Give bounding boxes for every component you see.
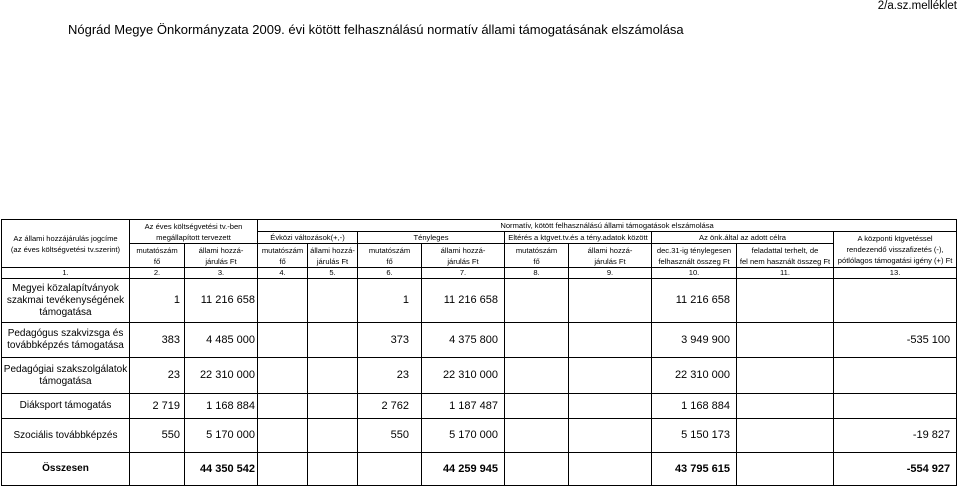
actual-amount-cell: 1 187 487 [422, 394, 505, 419]
difference-count-cell [505, 419, 569, 453]
planned-count-cell: 383 [130, 323, 185, 358]
header-line: mutatószám [368, 245, 411, 255]
change-amount-cell [308, 394, 358, 419]
difference-amount-cell [569, 279, 652, 323]
change-count-cell [258, 358, 308, 394]
header-entitlement-line: Az állami hozzájárulás jogcíme [13, 233, 118, 243]
header-settlement-group: Normatív, kötött felhasználású állami támogatások elszámolása [258, 220, 957, 232]
header-line: fő [386, 256, 393, 266]
header-budget-plan [130, 220, 258, 244]
planned-amount-cell: 5 170 000 [185, 419, 258, 453]
header-entitlement-line: (az éves költségvetési tv.szerint) [10, 244, 121, 254]
header-line: állami hozzá- [440, 245, 486, 255]
annex-label: 2/a.sz.melléklet [877, 0, 957, 12]
header-difference: Eltérés a ktgvet.tv.és a tény.adatok között [505, 232, 652, 244]
change-amount-cell [308, 279, 358, 323]
row-label [2, 323, 130, 358]
planned-count-cell: 23 [130, 358, 185, 394]
header-unused-amount [737, 244, 834, 268]
row-label [2, 279, 130, 323]
row-label-line: támogatása [39, 375, 92, 387]
actual-count-cell: 1 [358, 279, 422, 323]
row-label-line: Megyei közalapítványok [12, 282, 119, 294]
header-actual-count [358, 244, 422, 268]
row-label-line: Pedagógus szakvizsga és [7, 328, 124, 339]
change-count-cell [258, 279, 308, 323]
row-label [2, 419, 130, 453]
column-number: 9. [569, 268, 652, 279]
table-row [2, 394, 957, 419]
header-line: járulás Ft [205, 256, 237, 266]
difference-count-cell [505, 453, 569, 486]
actual-amount-cell: 4 375 800 [422, 323, 505, 358]
settlement-amount-total: -554 927 [834, 453, 957, 486]
column-number: 11. [737, 268, 834, 279]
used-amount-cell: 5 150 173 [652, 419, 737, 453]
planned-amount-cell: 11 216 658 [185, 279, 258, 323]
used-amount-cell: 3 949 900 [652, 323, 737, 358]
planned-count-cell: 550 [130, 419, 185, 453]
row-label [2, 394, 130, 419]
settlement-amount-cell [834, 358, 957, 394]
column-number: 10. [652, 268, 737, 279]
header-row [2, 220, 957, 232]
table-row [2, 358, 957, 394]
row-label-line: szakmai tevékenységének [6, 294, 125, 306]
difference-count-cell [505, 323, 569, 358]
header-budget-plan-line: Az éves költségvetési tv.-ben [144, 221, 243, 231]
header-planned-amount [185, 244, 258, 268]
difference-amount-cell [569, 419, 652, 453]
column-number: 5. [308, 268, 358, 279]
actual-count-cell: 23 [358, 358, 422, 394]
difference-count-cell [505, 279, 569, 323]
header-line: mutatószám [136, 245, 178, 255]
header-line: állami hozzá- [587, 245, 633, 255]
header-line: mutatószám [261, 245, 304, 255]
header-line: fő [279, 256, 286, 266]
table-row [2, 279, 957, 323]
difference-count-cell [505, 394, 569, 419]
row-label [2, 358, 130, 394]
header-local-use: Az önk.által az adott célra [652, 232, 834, 244]
change-amount-cell [308, 453, 358, 486]
header-central-settlement [834, 232, 957, 268]
column-number-row [2, 268, 957, 279]
planned-amount-cell: 1 168 884 [185, 394, 258, 419]
page-title: Nógrád Megye Önkormányzata 2009. évi kötött felhasználású normatív állami támogatásának elszámolása [68, 22, 684, 37]
change-amount-cell [308, 419, 358, 453]
header-line: fő [533, 256, 540, 266]
header-line: állami hozzá- [310, 245, 355, 255]
planned-count-cell: 1 [130, 279, 185, 323]
row-label-line: Diáksport támogatás [19, 400, 112, 411]
header-row [2, 244, 957, 268]
total-row [2, 453, 957, 486]
row-label-line: Szociális továbbképzés [13, 429, 118, 441]
settlement-amount-cell: -535 100 [834, 323, 957, 358]
column-number: 8. [505, 268, 569, 279]
settlement-amount-cell [834, 279, 957, 323]
row-label-line: továbbképzés támogatása [7, 340, 124, 351]
change-count-cell [258, 394, 308, 419]
actual-amount-cell: 11 216 658 [422, 279, 505, 323]
actual-count-cell [358, 453, 422, 486]
change-count-cell [258, 419, 308, 453]
settlement-amount-cell [834, 394, 957, 419]
used-amount-cell: 11 216 658 [652, 279, 737, 323]
header-midyear-changes: Évközi változások(+,-) [258, 232, 358, 244]
header-change-count [258, 244, 308, 268]
planned-amount-cell: 4 485 000 [185, 323, 258, 358]
difference-count-cell [505, 358, 569, 394]
header-change-amount [308, 244, 358, 268]
header-line: járulás Ft [594, 256, 626, 266]
column-number: 7. [422, 268, 505, 279]
column-number: 13. [834, 268, 957, 279]
header-used-amount [652, 244, 737, 268]
column-number: 4. [258, 268, 308, 279]
header-central-settlement-line: A központi ktgvetéssel [857, 234, 933, 243]
table-row [2, 419, 957, 453]
actual-amount-total: 44 259 945 [422, 453, 505, 486]
unused-amount-cell [737, 279, 834, 323]
actual-amount-cell: 5 170 000 [422, 419, 505, 453]
actual-count-cell: 2 762 [358, 394, 422, 419]
difference-amount-cell [569, 453, 652, 486]
header-entitlement [2, 220, 130, 268]
difference-amount-cell [569, 394, 652, 419]
change-amount-cell [308, 323, 358, 358]
planned-count-cell [130, 453, 185, 486]
row-label-line: Pedagógiai szakszolgálatok [3, 363, 128, 375]
total-label: Összesen [2, 453, 130, 486]
planned-amount-cell: 22 310 000 [185, 358, 258, 394]
unused-amount-cell [737, 358, 834, 394]
header-difference-amount [569, 244, 652, 268]
difference-amount-cell [569, 358, 652, 394]
header-line: járulás Ft [447, 256, 479, 266]
header-line: fel nem használt összeg Ft [739, 256, 831, 266]
header-difference-count [505, 244, 569, 268]
difference-amount-cell [569, 323, 652, 358]
header-actual-amount [422, 244, 505, 268]
change-amount-cell [308, 358, 358, 394]
unused-amount-cell [737, 419, 834, 453]
header-line: feladattal terhelt, de [751, 245, 819, 255]
used-amount-cell: 22 310 000 [652, 358, 737, 394]
column-number: 1. [2, 268, 130, 279]
header-actual: Tényleges [358, 232, 505, 244]
header-budget-plan-line: megállapított tervezett [156, 232, 231, 242]
unused-amount-cell [737, 453, 834, 486]
settlement-table [1, 219, 957, 486]
header-planned-count [130, 244, 185, 268]
used-amount-total: 43 795 615 [652, 453, 737, 486]
settlement-amount-cell: -19 827 [834, 419, 957, 453]
used-amount-cell: 1 168 884 [652, 394, 737, 419]
row-label-line: támogatása [39, 306, 92, 318]
header-central-settlement-line: pótlólagos támogatási igény (+) Ft [837, 256, 953, 265]
header-line: állami hozzá- [198, 245, 244, 255]
change-count-cell [258, 453, 308, 486]
unused-amount-cell [737, 323, 834, 358]
header-line: járulás Ft [316, 256, 349, 266]
planned-count-cell: 2 719 [130, 394, 185, 419]
change-count-cell [258, 323, 308, 358]
header-line: fő [153, 256, 161, 266]
table-row [2, 323, 957, 358]
header-line: mutatószám [515, 245, 558, 255]
column-number: 2. [130, 268, 185, 279]
planned-amount-total: 44 350 542 [185, 453, 258, 486]
actual-count-cell: 550 [358, 419, 422, 453]
actual-amount-cell: 22 310 000 [422, 358, 505, 394]
unused-amount-cell [737, 394, 834, 419]
header-line: dec.31-ig ténylegesen [656, 245, 732, 255]
column-number: 6. [358, 268, 422, 279]
header-central-settlement-line: rendezendő visszafizetés (-), [846, 245, 944, 254]
header-line: felhasznált összeg Ft [658, 256, 730, 266]
column-number: 3. [185, 268, 258, 279]
actual-count-cell: 373 [358, 323, 422, 358]
